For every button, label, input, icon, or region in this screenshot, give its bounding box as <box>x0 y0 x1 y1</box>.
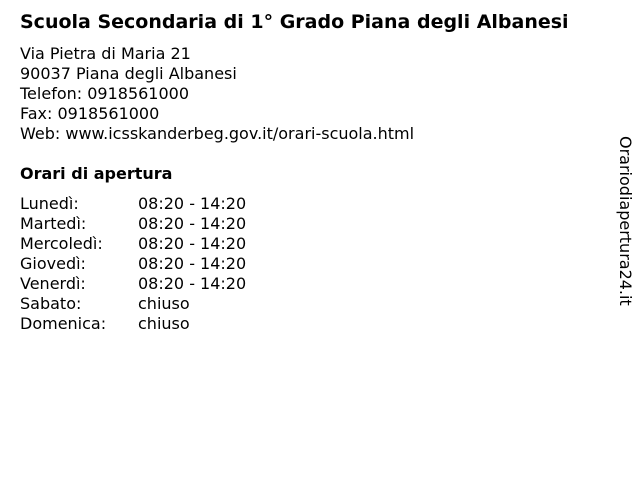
web-line <box>20 124 414 144</box>
day-label: Mercoledì: <box>20 234 103 253</box>
fax-line: Fax: 0918561000 <box>20 104 160 123</box>
day-label: Martedì: <box>20 214 87 233</box>
hours-row-tuesday <box>20 214 246 234</box>
site-brand-vertical[interactable]: Orariodiapertura24.it <box>616 136 635 306</box>
hours-row-sunday <box>20 314 246 334</box>
day-label: Venerdì: <box>20 274 86 293</box>
address-line-1: Via Pietra di Maria 21 <box>20 44 191 63</box>
opening-hours-title: Orari di apertura <box>20 164 173 183</box>
day-label: Lunedì: <box>20 194 79 213</box>
address-line-2: 90037 Piana degli Albanesi <box>20 64 237 83</box>
opening-hours-table <box>20 194 246 334</box>
hours-row-wednesday <box>20 234 246 254</box>
contact-block <box>20 44 414 144</box>
phone-line: Telefon: 0918561000 <box>20 84 190 103</box>
day-label: Giovedì: <box>20 254 86 273</box>
day-time: 08:20 - 14:20 <box>138 254 247 273</box>
day-time: chiuso <box>138 294 190 313</box>
day-time: 08:20 - 14:20 <box>138 214 247 233</box>
hours-row-thursday <box>20 254 246 274</box>
business-name: Scuola Secondaria di 1° Grado Piana degli Albanesi <box>20 11 569 33</box>
day-time: 08:20 - 14:20 <box>138 194 247 213</box>
day-time: 08:20 - 14:20 <box>138 234 247 253</box>
hours-row-monday <box>20 194 246 214</box>
web-label: Web: <box>20 124 66 143</box>
day-time: chiuso <box>138 314 190 333</box>
web-link[interactable]: www.icsskanderbeg.gov.it/orari-scuola.html <box>65 124 415 143</box>
hours-row-friday <box>20 274 246 294</box>
day-time: 08:20 - 14:20 <box>138 274 247 293</box>
day-label: Domenica: <box>20 314 107 333</box>
hours-row-saturday <box>20 294 246 314</box>
day-label: Sabato: <box>20 294 82 313</box>
